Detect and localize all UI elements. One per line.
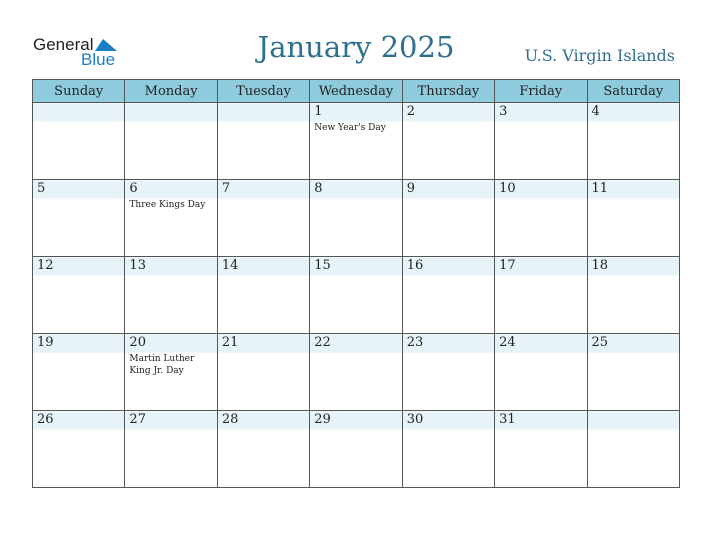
day-cell	[217, 257, 309, 334]
week-row	[33, 334, 680, 411]
logo-text-general: General	[33, 35, 94, 54]
day-number: 23	[406, 335, 424, 350]
day-number: 31	[499, 412, 516, 427]
holiday-label: Three Kings Day	[129, 200, 206, 210]
week-row	[33, 257, 680, 334]
day-number: 22	[314, 335, 331, 350]
day-cell	[310, 103, 402, 180]
calendar-title: January 2025	[257, 30, 455, 64]
day-number: 16	[406, 258, 424, 273]
day-cell	[217, 103, 309, 180]
day-cell	[310, 334, 402, 411]
day-number: 7	[221, 181, 231, 196]
day-cell	[33, 180, 125, 257]
day-number: 26	[37, 412, 54, 427]
day-number: 29	[314, 412, 331, 427]
day-cell	[217, 180, 309, 257]
day-number: 14	[221, 258, 239, 273]
day-cell	[125, 411, 217, 488]
day-number: 19	[37, 335, 54, 350]
day-number: 6	[129, 181, 138, 196]
day-cell	[402, 334, 494, 411]
day-cell	[402, 257, 494, 334]
weekday-header: Saturday	[587, 80, 679, 103]
day-cell	[125, 180, 217, 257]
day-cell	[495, 411, 587, 488]
day-cell	[33, 411, 125, 488]
day-cell	[587, 180, 679, 257]
weekday-header: Thursday	[402, 80, 494, 103]
day-number: 20	[129, 335, 146, 350]
day-cell	[495, 334, 587, 411]
holiday-label: New Year's Day	[314, 123, 386, 133]
day-cell	[125, 257, 217, 334]
day-cell	[402, 180, 494, 257]
day-number: 30	[406, 412, 424, 427]
day-cell	[217, 334, 309, 411]
day-cell	[310, 257, 402, 334]
day-cell	[402, 411, 494, 488]
day-number: 3	[499, 104, 508, 119]
day-cell	[402, 103, 494, 180]
day-cell	[495, 180, 587, 257]
day-cell	[587, 411, 679, 488]
day-cell	[33, 334, 125, 411]
weekday-header: Tuesday	[217, 80, 309, 103]
day-number: 21	[221, 335, 239, 350]
day-number: 13	[129, 258, 146, 273]
calendar-table	[32, 79, 680, 488]
day-cell	[33, 103, 125, 180]
logo-text-blue: Blue	[81, 50, 116, 69]
day-number: 15	[314, 258, 331, 273]
week-row	[33, 411, 680, 488]
day-cell	[125, 334, 217, 411]
day-number: 24	[499, 335, 516, 350]
calendar-grid	[32, 79, 680, 488]
day-cell	[310, 411, 402, 488]
country-label: U.S. Virgin Islands	[524, 46, 675, 65]
day-cell	[217, 411, 309, 488]
day-cell	[495, 257, 587, 334]
day-number: 5	[37, 181, 46, 196]
weekday-header: Monday	[125, 80, 217, 103]
weekday-header: Sunday	[33, 80, 125, 103]
day-number: 27	[129, 412, 146, 427]
day-number: 12	[37, 258, 54, 273]
day-number: 28	[221, 412, 239, 427]
week-row	[33, 180, 680, 257]
week-row	[33, 103, 680, 180]
day-cell	[33, 257, 125, 334]
weekday-header: Wednesday	[310, 80, 402, 103]
day-number: 4	[591, 104, 600, 119]
weekday-header: Friday	[495, 80, 587, 103]
day-number: 17	[499, 258, 516, 273]
day-cell	[587, 334, 679, 411]
day-cell	[310, 180, 402, 257]
day-number: 11	[591, 181, 609, 196]
day-number: 8	[314, 181, 323, 196]
day-number: 25	[591, 335, 609, 350]
day-cell	[495, 103, 587, 180]
day-number: 9	[406, 181, 415, 196]
day-cell	[587, 103, 679, 180]
day-number: 1	[314, 104, 323, 119]
day-number: 18	[591, 258, 609, 273]
day-cell	[125, 103, 217, 180]
day-number: 10	[499, 181, 516, 196]
day-cell	[587, 257, 679, 334]
weekday-header-row	[33, 80, 680, 103]
day-number: 2	[406, 104, 415, 119]
holiday-label: Martin Luther King Jr. Day	[129, 354, 195, 376]
